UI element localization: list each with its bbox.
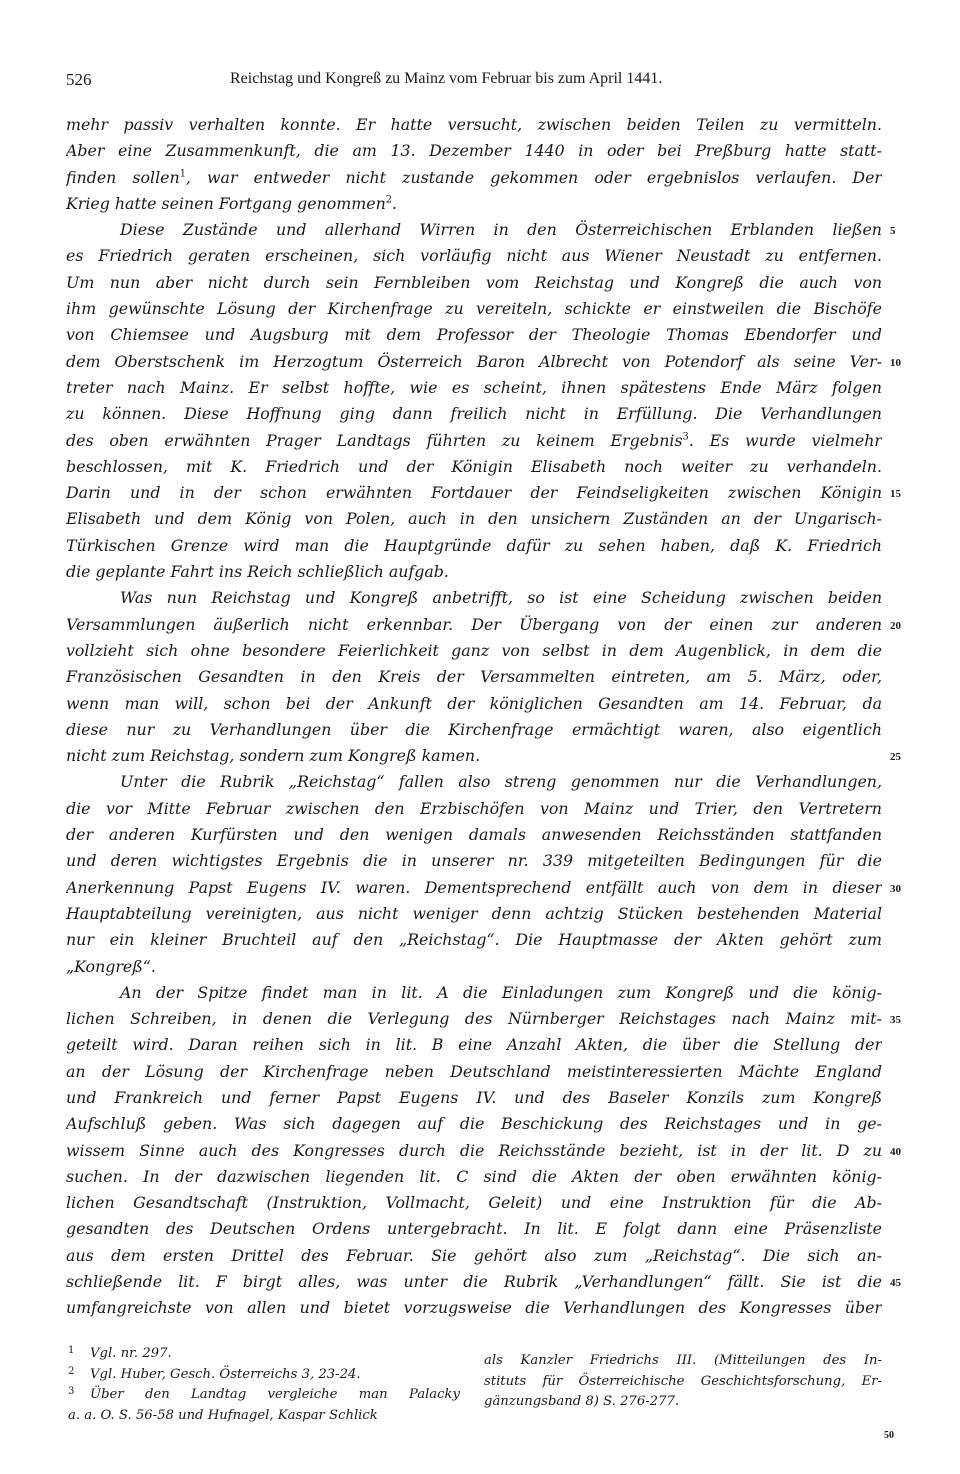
text-line: von Chiemsee und Augsburg mit dem Professor der Theologie Thomas Ebendorfer und <box>66 325 882 345</box>
text-line: dem Oberstschenk im Herzogtum Österreich Baron Albrecht von Potendorf als seine Ver- <box>66 351 882 371</box>
margin-line-number: 5 <box>890 225 896 238</box>
text-line: Französischen Gesandten in den Kreis der Versammelten eintreten, am 5. März, oder, <box>66 667 882 687</box>
text-line: suchen. In der dazwischen liegenden lit. C sind die Akten der oben erwähnten könig- <box>66 1166 882 1186</box>
footnote-text: a. a. O. S. 56-58 und Hufnagel, Kaspar Schlick <box>68 1407 378 1423</box>
margin-line-number: 30 <box>890 882 901 895</box>
footnotes-right-column <box>484 1351 882 1413</box>
footnote-reference: 3 <box>682 431 689 443</box>
page-number: 526 <box>66 70 92 89</box>
text-line <box>66 428 882 454</box>
footnote <box>68 1406 460 1427</box>
text-line: ihm gewünschte Lösung der Kirchenfrage zu vereiteln, schickte er einstweilen die Bischöfe <box>66 299 882 319</box>
text-line: nur ein kleiner Bruchteil auf den „Reichstag“. Die Hauptmasse der Akten gehört zum <box>66 930 882 950</box>
text-line: der anderen Kurfürsten und den wenigen damals anwesenden Reichsständen stattfanden <box>66 825 882 845</box>
text-line: beschlossen, mit K. Friedrich und der Königin Elisabeth noch weiter zu verhandeln. <box>66 456 882 476</box>
footnote-continuation: als Kanzler Friedrichs III. (Mitteilungen des In- <box>484 1353 882 1368</box>
footnote-number: 3 <box>68 1386 75 1397</box>
margin-line-number: 15 <box>890 488 901 501</box>
text-line: treter nach Mainz. Er selbst hoffte, wie es scheint, ihnen spätestens Ende März folgen <box>66 377 882 397</box>
margin-line-number: 45 <box>890 1277 901 1290</box>
footnote-text: Über den Landtag vergleiche man Palacky <box>90 1387 460 1402</box>
text-line: schließende lit. F birgt alles, was unter die Rubrik „Verhandlungen“ fällt. Sie ist die <box>66 1272 882 1292</box>
footnote-text: Vgl. nr. 297. <box>90 1346 172 1361</box>
text-line: geteilt wird. Daran reihen sich in lit. B eine Anzahl Akten, die über die Stellung der <box>66 1035 882 1055</box>
text-segment: finden sollen <box>66 167 180 187</box>
text-line: lichen Gesandtschaft (Instruktion, Vollmacht, Geleit) und eine Instruktion für die Ab- <box>66 1193 882 1213</box>
printer-signature: 50 <box>884 1430 894 1441</box>
footnote-reference: 2 <box>385 194 392 206</box>
text-line: „Kongreß“. <box>66 956 156 976</box>
text-line: Anerkennung Papst Eugens IV. waren. Dementsprechend entfällt auch von dem in dieser <box>66 877 882 897</box>
footnote <box>68 1365 460 1386</box>
text-line: Türkischen Grenze wird man die Hauptgründe dafür zu sehen haben, daß K. Friedrich <box>66 535 882 555</box>
text-line: es Friedrich geraten erscheinen, sich vorläufig nicht aus Wiener Neustadt zu entfernen. <box>66 246 882 266</box>
text-line: Elisabeth und dem König von Polen, auch in den unsichern Zuständen an der Ungarisch- <box>66 509 882 529</box>
margin-line-number: 20 <box>890 619 901 632</box>
text-line: mehr passiv verhalten konnte. Er hatte versucht, zwischen beiden Teilen zu vermitteln. <box>66 115 882 134</box>
text-segment: . <box>391 193 398 213</box>
text-line: an der Lösung der Kirchenfrage neben Deutschland meistinteressierten Mächte England <box>66 1061 882 1081</box>
text-line: Aufschluß geben. Was sich dagegen auf die Beschickung des Reichstages und in ge- <box>66 1114 882 1134</box>
text-line: und Frankreich und ferner Papst Eugens IV. und des Baseler Konzils zum Kongreß <box>66 1087 882 1107</box>
footnote-number: 2 <box>68 1365 75 1377</box>
text-line: die vor Mitte Februar zwischen den Erzbischöfen von Mainz und Trier, den Vertretern <box>66 798 882 818</box>
margin-line-number: 35 <box>890 1014 901 1027</box>
text-line: An der Spitze findet man in lit. A die Einladungen zum Kongreß und die könig- <box>120 982 882 1002</box>
text-line: umfangreichste von allen und bietet vorzugsweise die Verhandlungen des Kongresses über <box>66 1298 882 1318</box>
text-line: die geplante Fahrt ins Reich schließlich aufgab. <box>66 562 449 582</box>
text-line: Um nun aber nicht durch sein Fernbleiben vom Reichstag und Kongreß die auch von <box>66 272 882 292</box>
footnotes-left-column <box>68 1344 460 1426</box>
text-line: gesandten des Deutschen Ordens untergebracht. In lit. E folgt dann eine Präsenzliste <box>66 1219 882 1239</box>
text-line: Versammlungen äußerlich nicht erkennbar. Der Übergang von der einen zur anderen <box>66 614 882 634</box>
text-line <box>66 191 882 217</box>
text-line: wenn man will, schon bei der Ankunft der königlichen Gesandten am 14. Februar, da <box>66 693 882 713</box>
text-line: Diese Zustände und allerhand Wirren in den Österreichischen Erblanden ließen <box>120 220 882 240</box>
text-segment: , war entweder nicht zustande gekommen oder ergebnislos verlaufen. Der <box>185 167 882 187</box>
text-line: wissem Sinne auch des Kongresses durch die Reichsstände bezieht, ist in der lit. D zu <box>66 1140 882 1160</box>
text-line: Unter die Rubrik „Reichstag“ fallen also streng genommen nur die Verhandlungen, <box>120 772 882 792</box>
text-line: Was nun Reichstag und Kongreß anbetrifft, so ist eine Scheidung zwischen beiden <box>120 588 882 608</box>
footnote <box>68 1344 460 1365</box>
footnote-reference: 1 <box>179 168 186 180</box>
text-line: vollzieht sich ohne besondere Feierlichkeit ganz von selbst in dem Augenblick, in dem die <box>66 640 882 660</box>
footnote-continuation: gänzungsband 8) S. 276-277. <box>484 1394 680 1409</box>
text-line: zu können. Diese Hoffnung ging dann freilich nicht in Erfüllung. Die Verhandlungen <box>66 404 882 424</box>
margin-line-number: 10 <box>890 356 901 369</box>
margin-line-number: 40 <box>890 1145 901 1158</box>
text-line: aus dem ersten Drittel des Februar. Sie gehört also zum „Reichstag“. Die sich an- <box>66 1245 882 1265</box>
footnote <box>68 1385 460 1406</box>
margin-line-number: 25 <box>890 751 901 764</box>
footnote-text: Vgl. Huber, Gesch. Österreichs 3, 23-24. <box>90 1366 361 1382</box>
text-segment: . Es wurde vielmehr <box>688 430 882 450</box>
text-line: diese nur zu Verhandlungen über die Kirchenfrage ermächtigt waren, also eigentlich <box>66 719 882 739</box>
running-title: Reichstag und Kongreß zu Mainz vom Februar bis zum April 1441. <box>230 70 663 87</box>
text-segment: des oben erwähnten Prager Landtags führten zu keinem Ergebnis <box>66 430 683 450</box>
main-text <box>66 112 882 1322</box>
page-header <box>66 70 906 96</box>
text-line: Hauptabteilung vereinigten, aus nicht weniger denn achtzig Stücken bestehenden Material <box>66 903 882 923</box>
text-line <box>66 165 882 191</box>
text-line: Aber eine Zusammenkunft, die am 13. Dezember 1440 in oder bei Preßburg hatte statt- <box>66 141 882 161</box>
text-line: nicht zum Reichstag, sondern zum Kongreß kamen. <box>66 746 481 766</box>
footnote-number: 1 <box>68 1345 75 1356</box>
footnote-continuation: stituts für Österreichische Geschichtsforschung, Er- <box>484 1373 882 1389</box>
text-line: lichen Schreiben, in denen die Verlegung des Nürnberger Reichstages nach Mainz mit- <box>66 1009 882 1029</box>
text-segment: Krieg hatte seinen Fortgang genommen <box>66 193 386 213</box>
text-line: und deren wichtigstes Ergebnis die in unserer nr. 339 mitgeteilten Bedingungen für die <box>66 851 882 871</box>
text-line: Darin und in der schon erwähnten Fortdauer der Feindseligkeiten zwischen Königin <box>66 483 882 503</box>
